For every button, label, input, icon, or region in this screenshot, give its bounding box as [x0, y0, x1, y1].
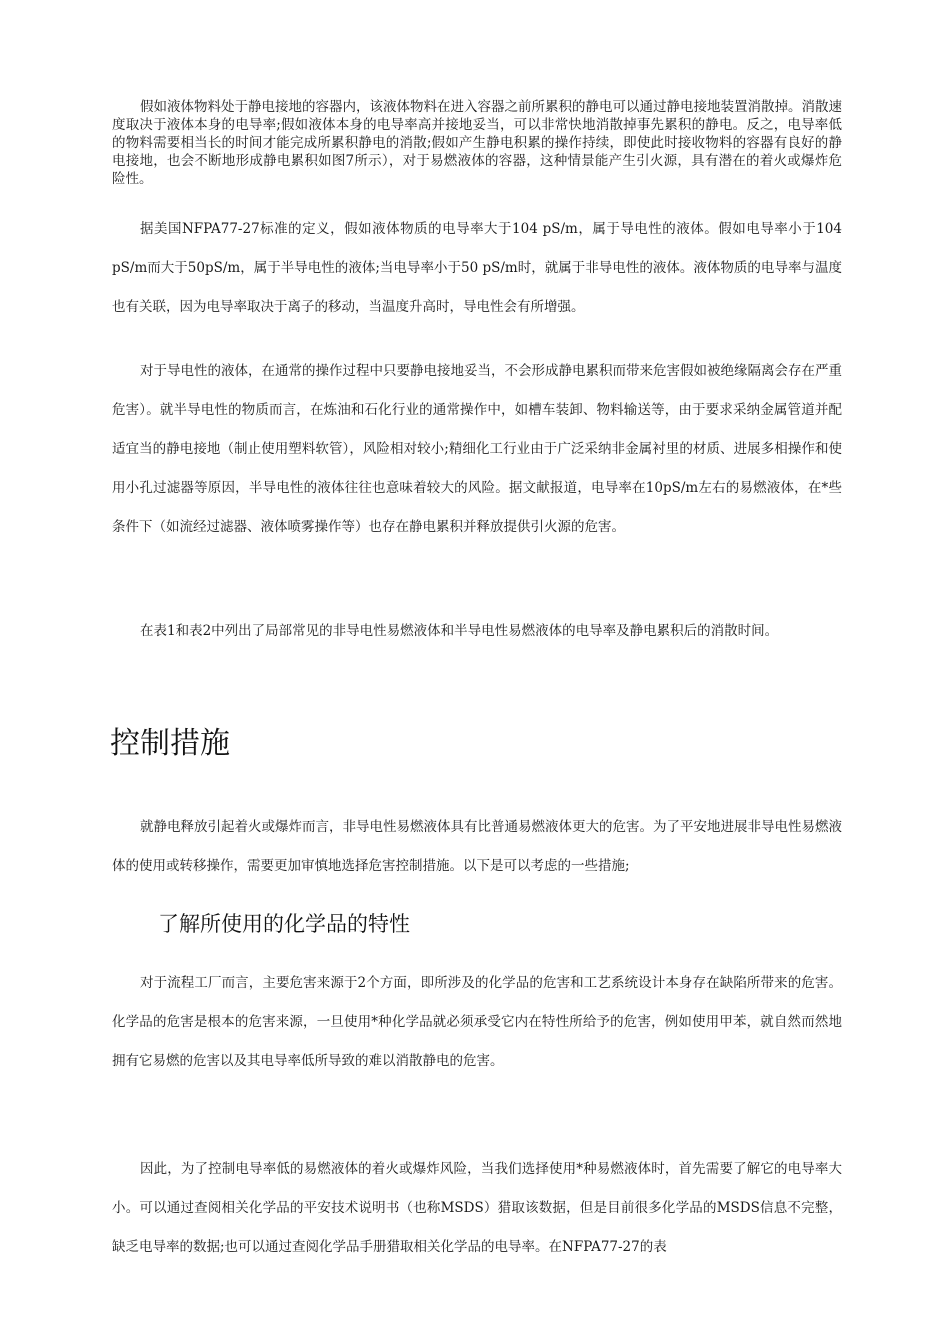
paragraph-hazard-sources: 对于流程工厂而言，主要危害来源于2个方面，即所涉及的化学品的危害和工艺系统设计本身存在缺陷所带来的危害。化学品的危害是根本的危害来源，一旦使用*种化学品就必须承受它内在特性所给予的危害，例如使用甲苯，就自然而然地拥有它易燃的危害以及其电导率低所导致的难以消散静电的危害。 — [112, 975, 842, 1069]
section-heading-control-measures: 控制措施 — [110, 726, 230, 761]
paragraph-conductive-liquids: 对于导电性的液体，在通常的操作过程中只要静电接地妥当，不会形成静电累积而带来危害假如被绝缘隔离会存在严重危害）。就半导电性的物质而言，在炼油和石化行业的通常操作中，如槽车装卸、物料输送等，由于要求采纳金属管道并配适宜当的静电接地（制止使用塑料软管），风险相对较小;精细化工行业由于广泛采纳非金属衬里的材质、进展多相操作和使用小孔过滤器等原因，半导电性的液体往往也意味着较大的风险。据文献报道，电导率在10pS/m左右的易燃液体，在*些条件下（如流经过滤器、液体喷雾操作等）也存在静电累积并释放提供引火源的危害。 — [112, 363, 842, 535]
paragraph-static-dissipation: 假如液体物料处于静电接地的容器内，该液体物料在进入容器之前所累积的静电可以通过静电接地装置消散掉。消散速度取决于液体本身的电导率;假如液体本身的电导率高并接地妥当，可以非常快地消散掉事先累积的静电。反之，电导率低的物料需要相当长的时间才能完成所累积静电的消散;假如产生静电积累的操作持续，即使此时接收物料的容器有良好的静电接地，也会不断地形成静电累积如图7所示），对于易燃液体的容器，这种情景能产生引火源，具有潜在的着火或爆炸危险性。 — [112, 99, 842, 187]
subsection-heading-chemical-properties: 了解所使用的化学品的特性 — [158, 912, 410, 936]
paragraph-hazard-intro: 就静电释放引起着火或爆炸而言，非导电性易燃液体具有比普通易燃液体更大的危害。为了平安地进展非导电性易燃液体的使用或转移操作，需要更加审慎地选择危害控制措施。以下是可以考虑的一些措施; — [112, 819, 842, 874]
paragraph-conductivity-lookup: 因此，为了控制电导率低的易燃液体的着火或爆炸风险，当我们选择使用*种易燃液体时，首先需要了解它的电导率大小。可以通过查阅相关化学品的平安技术说明书（也称MSDS）猎取该数据，但是目前很多化学品的MSDS信息不完整，缺乏电导率的数据;也可以通过查阅化学品手册猎取相关化学品的电导率。在NFPA77-27的表 — [112, 1161, 842, 1255]
paragraph-table-reference: 在表1和表2中列出了局部常见的非导电性易燃液体和半导电性易燃液体的电导率及静电累积后的消散时间。 — [140, 623, 779, 639]
paragraph-nfpa-definition: 据美国NFPA77-27标准的定义，假如液体物质的电导率大于104 pS/m，属于导电性的液体。假如电导率小于104 pS/m而大于50pS/m，属于半导电性的液体;当电导率小于50 pS/m时，就属于非导电性的液体。液体物质的电导率与温度也有关联，因为电导率取决于离子的移动，当温度升高时，导电性会有所增强。 — [112, 221, 842, 315]
